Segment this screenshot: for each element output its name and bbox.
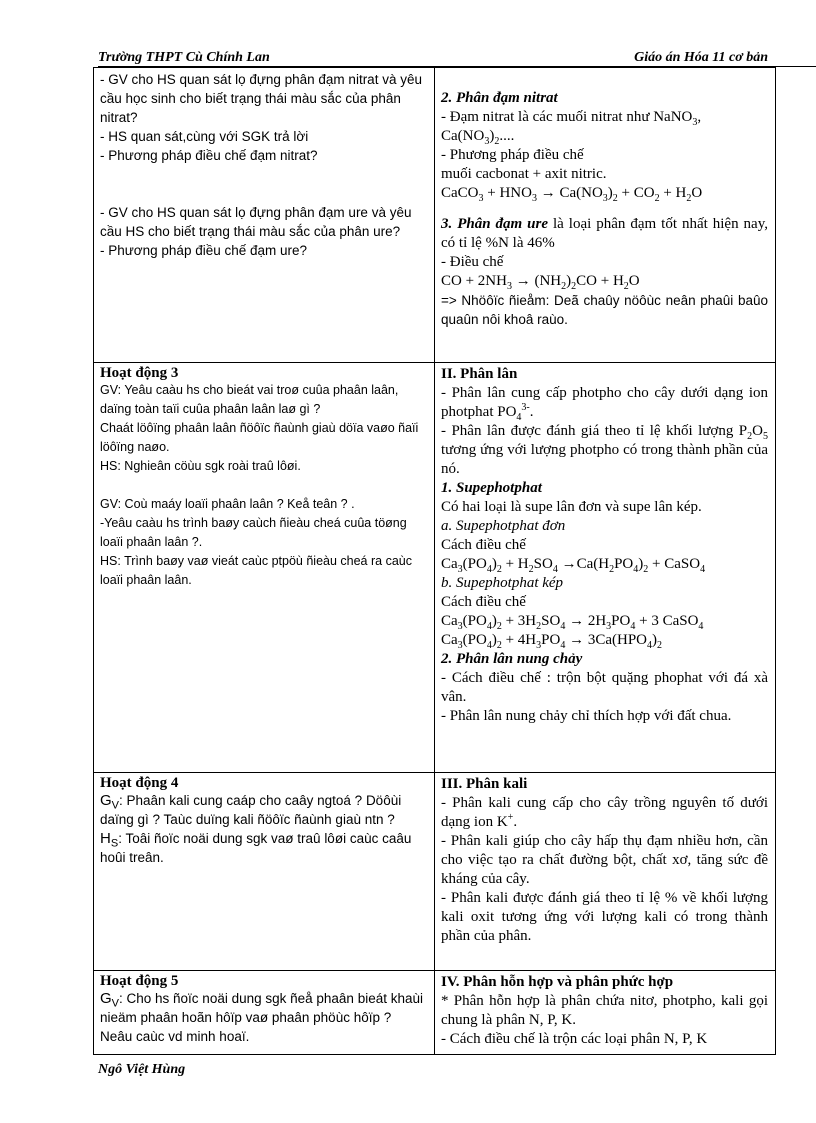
table-row [94,363,776,773]
activity-title: Hoạt động 3 [100,365,179,381]
paragraph: Có hai loại là supe lân đơn và supe lân kép. [441,499,702,515]
section-heading: 1. Supephotphat [441,480,542,496]
list-item: -Yeâu caàu hs trình baøy caùch ñieàu cheá cuûa töøng loaïi phaân laân ?. [100,516,407,549]
section-heading: II. Phân lân [441,366,518,382]
section-heading: IV. Phân hỗn hợp và phân phức hợp [441,974,674,990]
table-row [94,68,776,363]
paragraph: - Phương pháp điều chế [441,147,584,163]
school-name: Trường THPT Cù Chính Lan [98,50,270,65]
list-item: - Phương pháp điều chế đạm nitrat? [100,148,318,163]
equation: CO + $2NH_3 \to (NH_2)_2CO + H_2O$ [441,273,640,292]
equation: $Ca_3(PO_4)_2 + H_2SO_4 \to Ca(H_2PO_4)_2$ + CaSO$_4$ [441,556,706,575]
section-heading: 2. Phân lân nung chảy [441,651,583,667]
sub-heading: b. Supephotphat kép [441,575,564,591]
table-row [94,773,776,971]
list-item: $H_S$: Toâi ñoïc noäi dung sgk vaø traû lôøi caùc caâu hoûi treân. [100,830,412,865]
lesson-title: Giáo án Hóa 11 cơ bản [634,50,768,65]
sub-heading: a. Supephotphat đơn [441,518,566,534]
content-cell [435,773,776,971]
paragraph: Cách điều chế [441,537,526,553]
list-item: Chaát löôïng phaân laân ñöôïc ñaùnh giaù döïa vaøo ñaïi löôïng naøo. [100,421,419,454]
equation: $Ca_3(PO_4)_2 + 3H_2SO_4 \to 2H_3PO_4 + 3$ CaSO$_4$ [441,613,704,632]
activity-title: Hoạt động 5 [100,973,179,989]
paragraph: * Phân hỗn hợp là phân chứa nitơ, photpho, kali gọi chung là phân N, P, K. [441,993,768,1028]
paragraph: $Ca(NO_3)_2$.... [441,128,515,147]
paragraph: 3. Phân đạm ure là loại phân đạm tốt nhất hiện nay, có tỉ lệ %N là 46% [441,216,768,251]
teacher-activity-cell [94,971,435,1055]
equation: CaCO$_3$ + $HNO_3 \to Ca(NO_3)_2 + CO_2 + H_2O$ [441,185,703,204]
list-item: - Phương pháp điều chế đạm ure? [100,243,308,258]
list-item: GV: Yeâu caàu hs cho bieát vai troø cuûa phaân laân, daïng toàn taïi cuûa phaân laân laø gì ? [100,383,399,416]
content-cell [435,363,776,773]
paragraph: - Phân lân nung chảy chỉ thích hợp với đất chua. [441,708,732,724]
section-heading: III. Phân kali [441,776,528,792]
content-cell [435,68,776,363]
paragraph: - Phân kali được đánh giá theo tỉ lệ % về khối lượng kali oxit tương ứng với lượng kali có trong thành phần của phân. [441,890,768,944]
teacher-activity-cell [94,68,435,363]
teacher-activity-cell [94,773,435,971]
list-item: - GV cho HS quan sát lọ đựng phân đạm ure và yêu cầu HS cho biết trạng thái màu sắc của phân ure? [100,205,412,239]
author-footer: Ngô Việt Hùng [98,1062,186,1077]
list-item: GV: Coù maáy loaïi phaân laân ? Keå teân ? . [100,497,355,511]
content-cell [435,971,776,1055]
paragraph: - Phân lân được đánh giá theo tỉ lệ khối lượng $P_2O_5$ tương ứng với lượng photpho có trong thành phần của nó. [441,423,768,477]
paragraph: - Cách điều chế : trộn bột quặng phophat với đá xà vân. [441,670,768,705]
teacher-activity-cell [94,363,435,773]
table-row [94,971,776,1055]
paragraph: => Nhöôïc ñieåm: Deã chaûy nöôùc neân phaûi baûo quaûn nôi khoâ raùo. [441,293,768,327]
list-item: - HS quan sát,cùng với SGK trả lời [100,129,309,144]
paragraph: Cách điều chế [441,594,526,610]
paragraph: - Điều chế [441,254,504,270]
paragraph: - Phân kali cung cấp cho cây trồng nguyên tố dưới dạng ion K+. [441,795,768,830]
paragraph: - Đạm nitrat là các muối nitrat như NaNO$_3$, [441,109,702,128]
paragraph: - Phân kali giúp cho cây hấp thụ đạm nhiều hơn, cần cho việc tạo ra chất đường bột, chất xơ, tăng sức đề kháng của cây. [441,833,768,887]
lesson-table [93,67,776,1055]
paragraph: muối cacbonat + axit nitric. [441,166,607,182]
paragraph: - Phân lân cung cấp photpho cho cây dưới dạng ion photphat $PO_4^{3-}$. [441,385,768,423]
page-header [98,50,816,66]
list-item: $G_V$: Cho hs ñoïc noäi dung sgk ñeå phaân bieát khaùi nieäm phaân hoãn hôïp vaø phaân phöùc hôïp ? Neâu caùc vd minh hoaï. [100,990,423,1044]
list-item: HS: Trình baøy vaø vieát caùc ptpöù ñieàu cheá ra caùc loaïi phaân laân. [100,554,412,587]
list-item: - GV cho HS quan sát lọ đựng phân đạm nitrat và yêu cầu học sinh cho biết trạng thái màu sắc của phân nitrat? [100,72,422,125]
list-item: $G_V$: Phaân kali cung caáp cho caây ngtoá ? Döôùi daïng gì ? Taùc duïng kali ñöôïc ñaùnh giaù ntn ? [100,792,402,827]
activity-title: Hoạt động 4 [100,775,179,791]
paragraph: - Cách điều chế là trộn các loại phân N, P, K [441,1031,708,1047]
equation: $Ca_3(PO_4)_2 + 4H_3PO_4 \to 3Ca(HPO_4)_2$ [441,632,662,651]
section-heading: 2. Phân đạm nitrat [441,90,558,106]
list-item: HS: Nghieân cöùu sgk roài traû lôøi. [100,459,301,473]
